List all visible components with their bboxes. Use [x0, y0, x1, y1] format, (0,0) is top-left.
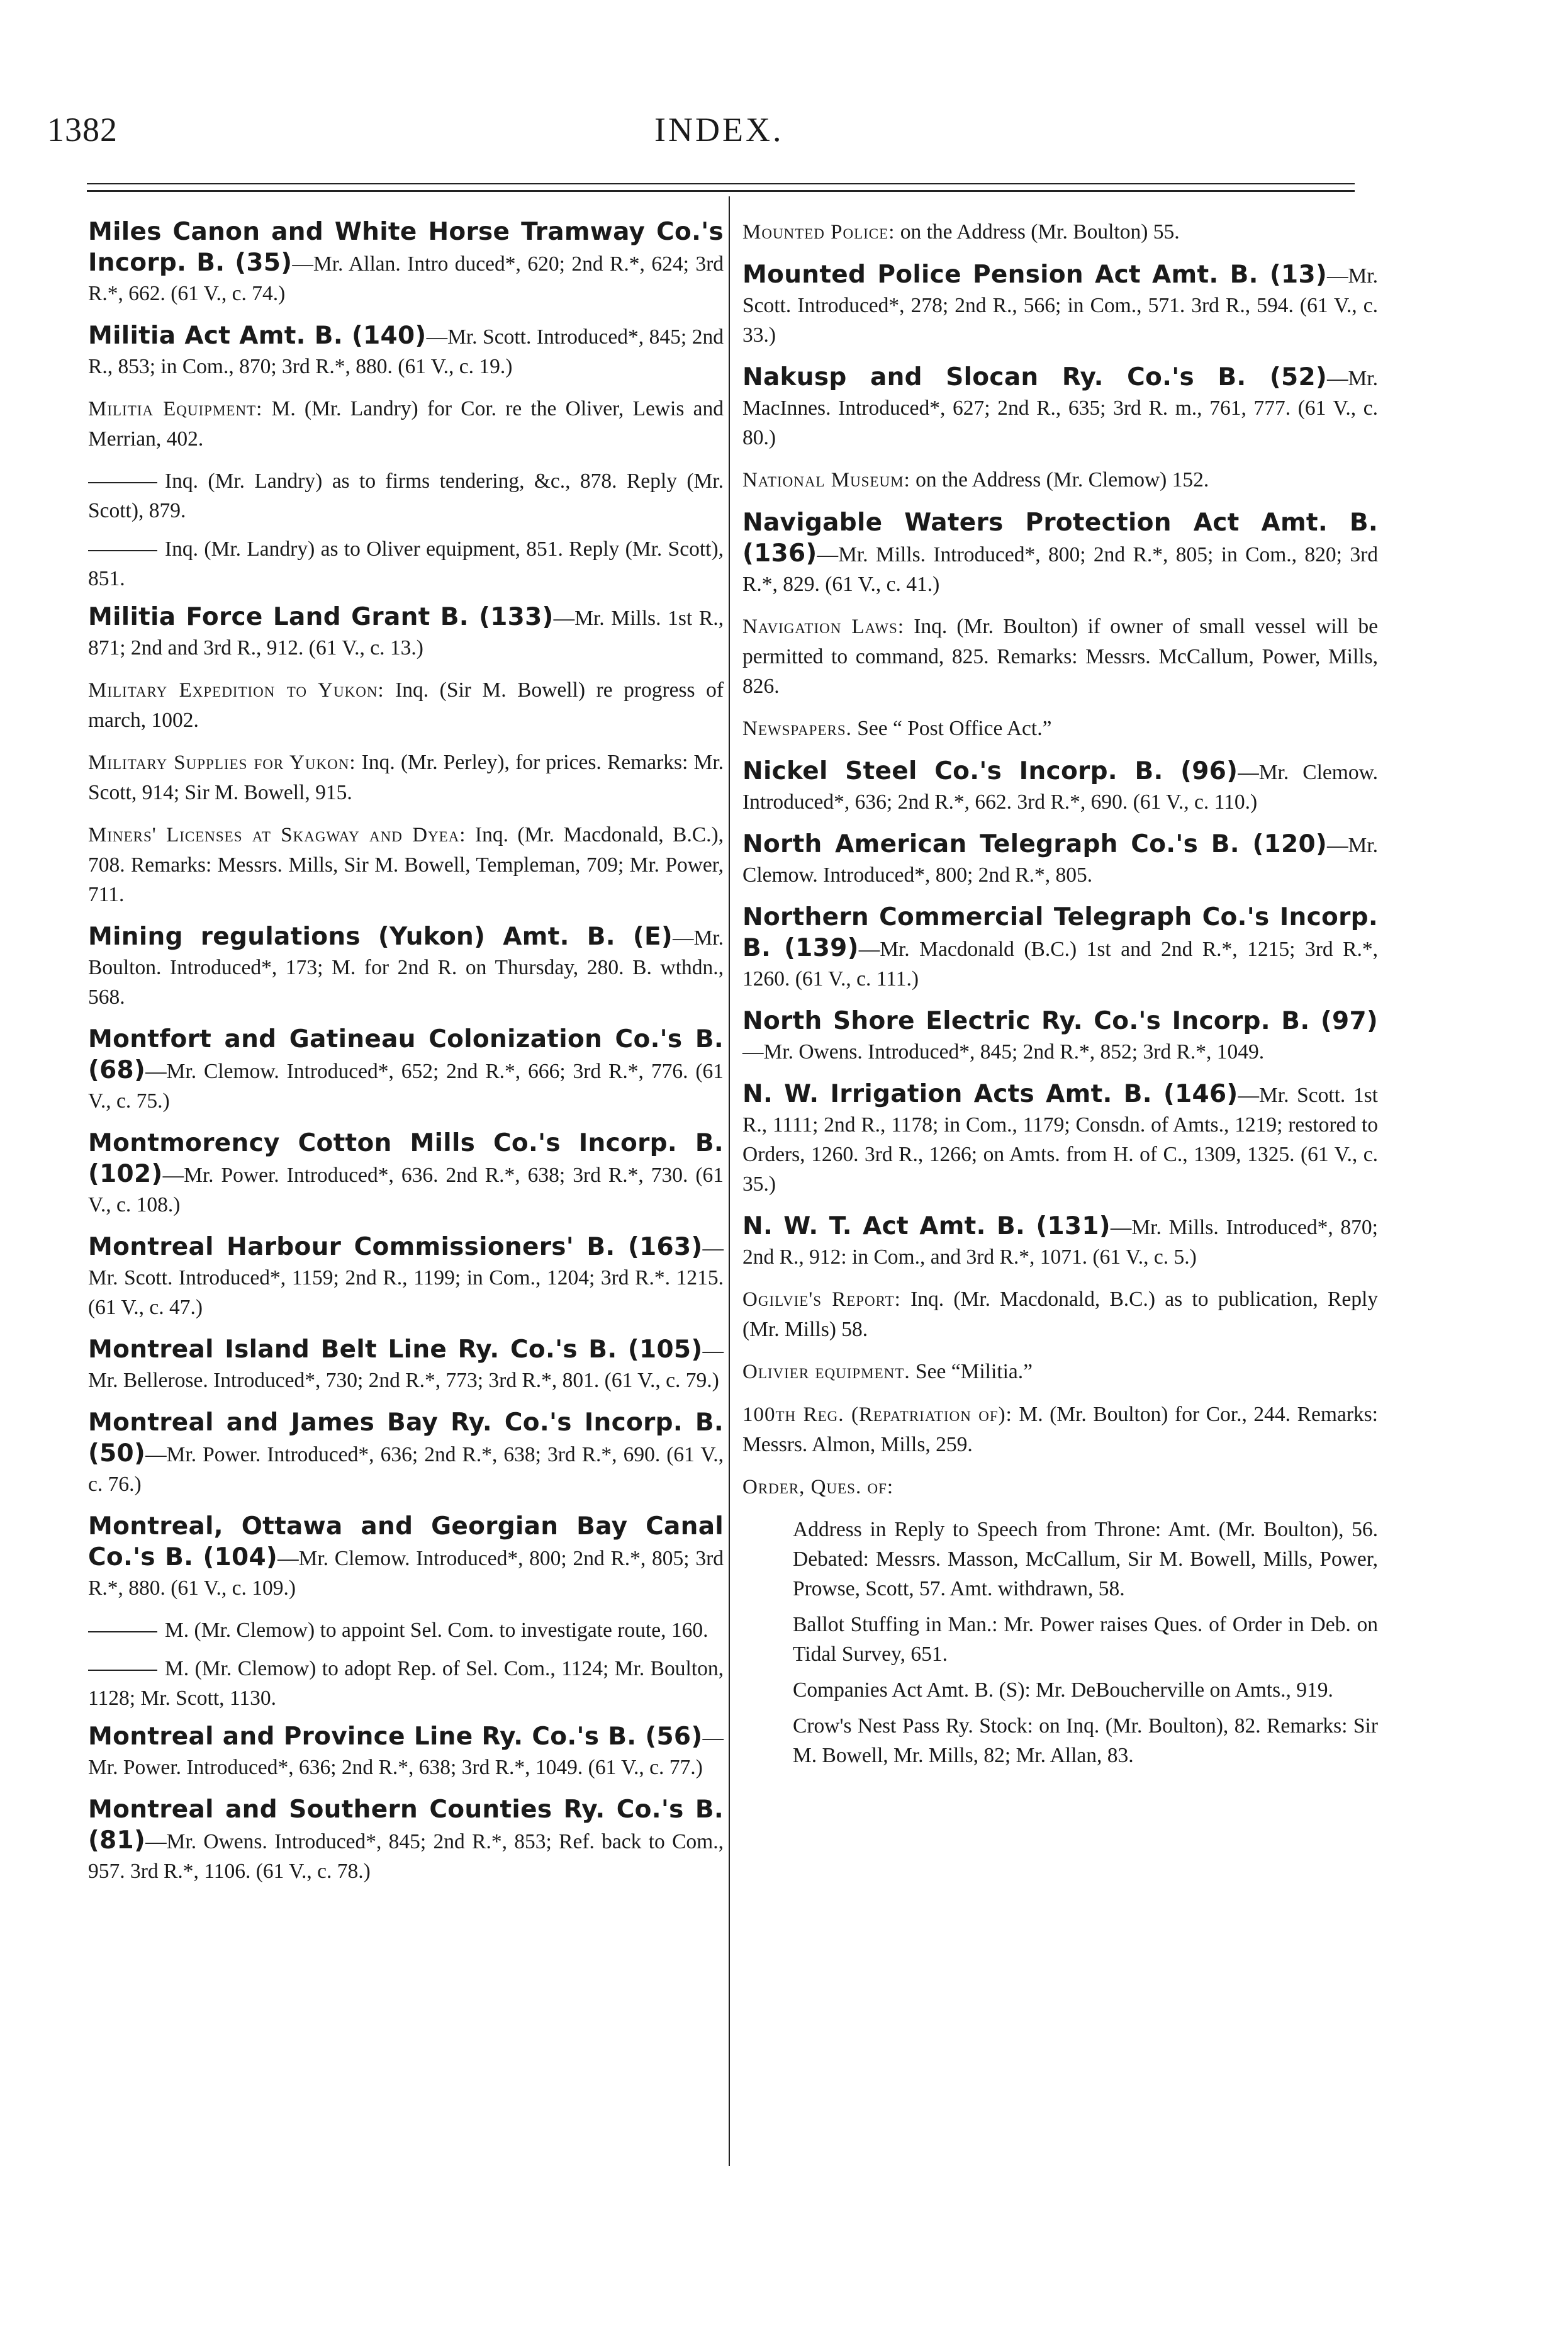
index-entry	[742, 217, 1378, 247]
page-header	[0, 110, 1568, 154]
index-entry	[742, 756, 1378, 817]
index-entry	[88, 748, 724, 807]
order-subentry: Companies Act Amt. B. (S): Mr. DeBoucherville on Amts., 919.	[793, 1678, 1333, 1702]
entry-body: —Mr. Mills. Introduced*, 800; 2nd R.*, 805; in Com., 820; 3rd R.*, 829. (61 V., c. 41.)	[742, 543, 1378, 596]
header-rule-double	[87, 190, 1355, 192]
index-entry	[88, 217, 724, 308]
index-entry	[742, 1284, 1378, 1344]
entry-heading: Nickel Steel Co.'s Incorp. B. (96)	[742, 757, 1238, 785]
entry-heading: Mining regulations (Yukon) Amt. B. (E)	[88, 923, 673, 951]
entry-body: —Mr. Power. Introduced*, 636. 2nd R.*, 638; 3rd R.*, 730. (61 V., c. 108.)	[88, 1164, 724, 1216]
entry-heading: Montreal Island Belt Line Ry. Co.'s B. (105)	[88, 1335, 703, 1364]
index-entry	[88, 1232, 724, 1322]
entry-topic: National Museum:	[742, 469, 910, 491]
entry-heading: Montreal and Southern Counties Ry. Co.'s B. (81)	[88, 1795, 724, 1855]
right-column	[742, 217, 1378, 1777]
entry-heading: Nakusp and Slocan Ry. Co.'s B. (52)	[742, 363, 1328, 391]
index-entry	[88, 1025, 724, 1116]
entry-heading: N. W. T. Act Amt. B. (131)	[742, 1212, 1111, 1240]
entry-body: Inq. (Mr. Perley), for prices. Remarks: Mr. Scott, 914; Sir M. Bowell, 915.	[88, 751, 724, 804]
entry-body: on the Address (Mr. Boulton) 55.	[895, 220, 1180, 244]
entry-heading: Miles Canon and White Horse Tramway Co.'s Incorp. B. (35)	[88, 218, 724, 277]
entry-heading: Montreal Harbour Commissioners' B. (163)	[88, 1233, 703, 1261]
entry-body: —Mr. Scott. Introduced*, 845; 2nd R., 853; in Com., 870; 3rd R.*, 880. (61 V., c. 19.)	[88, 325, 724, 378]
entry-topic: Olivier equipment.	[742, 1361, 910, 1383]
index-entry	[742, 1357, 1378, 1387]
header-rule	[87, 183, 1355, 184]
column-divider	[729, 196, 730, 2166]
index-entry	[742, 1006, 1378, 1067]
order-sub-list	[793, 1515, 1378, 1770]
index-entry	[88, 922, 724, 1012]
entry-body: —Mr. Owens. Introduced*, 845; 2nd R.*, 853; Ref. back to Com., 957. 3rd R.*, 1106. (61 V., c. 78.)	[88, 1830, 724, 1883]
index-entry	[88, 1335, 724, 1395]
subentry-text: Inq. (Mr. Landry) as to Oliver equipment, 851. Reply (Mr. Scott), 851.	[88, 537, 724, 590]
entry-body: —Mr. Clemow. Introduced*, 652; 2nd R.*, 666; 3rd R.*, 776. (61 V., c. 75.)	[88, 1060, 724, 1113]
index-subentry	[88, 466, 724, 525]
entry-body: —Mr. MacInnes. Introduced*, 627; 2nd R., 635; 3rd R. m., 761, 777. (61 V., c. 80.)	[742, 367, 1378, 449]
entry-body: —Mr. Boulton. Introduced*, 173; M. for 2nd R. on Thursday, 280. B. wthdn., 568.	[88, 926, 724, 1009]
entry-heading: Militia Force Land Grant B. (133)	[88, 603, 554, 631]
entry-body: —Mr. Power. Introduced*, 636; 2nd R.*, 638; 3rd R.*, 1049. (61 V., c. 77.)	[88, 1726, 724, 1779]
repeat-dash	[88, 1670, 157, 1671]
entry-topic: Military Expedition to Yukon:	[88, 679, 384, 702]
entry-topic: Order, Ques. of:	[742, 1476, 894, 1498]
entry-body: —Mr. Owens. Introduced*, 845; 2nd R.*, 852; 3rd R.*, 1049.	[742, 1040, 1265, 1064]
index-entry	[88, 321, 724, 381]
order-subentry: Crow's Nest Pass Ry. Stock: on Inq. (Mr. Boulton), 82. Remarks: Sir M. Bowell, Mr. Mills, 82; Mr. Allan, 83.	[793, 1714, 1378, 1767]
entry-heading: Montmorency Cotton Mills Co.'s Incorp. B. (102)	[88, 1129, 724, 1188]
entry-body: on the Address (Mr. Clemow) 152.	[910, 468, 1209, 491]
entry-heading: Montreal and Province Line Ry. Co.'s B. (56)	[88, 1722, 703, 1751]
index-entry	[88, 1795, 724, 1886]
entry-topic: Miners' Licenses at Skagway and Dyea:	[88, 824, 466, 846]
entry-body: See “ Post Office Act.”	[851, 717, 1052, 740]
running-title: INDEX.	[654, 111, 784, 149]
index-entry	[88, 820, 724, 909]
entry-heading: Militia Act Amt. B. (140)	[88, 322, 427, 350]
index-entry	[742, 1211, 1378, 1272]
entry-body: —Mr. Clemow. Introduced*, 636; 2nd R.*, 662. 3rd R.*, 690. (61 V., c. 110.)	[742, 761, 1378, 814]
entry-topic: Newspapers.	[742, 717, 852, 740]
entry-body: —Mr. Mills. Introduced*, 870; 2nd R., 912: in Com., and 3rd R.*, 1071. (61 V., c. 5.)	[742, 1216, 1378, 1269]
index-entry	[742, 829, 1378, 890]
entry-body: M. (Mr. Landry) for Cor. re the Oliver, Lewis and Merrian, 402.	[88, 397, 724, 451]
entry-body: See “Militia.”	[910, 1360, 1033, 1383]
left-column	[88, 217, 724, 1899]
repeat-dash	[88, 482, 157, 483]
subentry-text: Inq. (Mr. Landry) as to firms tendering, &c., 878. Reply (Mr. Scott), 879.	[88, 469, 724, 522]
index-entry	[88, 602, 724, 663]
index-entry	[88, 394, 724, 454]
index-entry	[742, 714, 1378, 744]
entry-body: Inq. (Sir M. Bowell) re progress of march, 1002.	[88, 678, 724, 732]
index-entry	[88, 1722, 724, 1782]
entry-topic: 100th Reg. (Repatriation of):	[742, 1403, 1012, 1426]
entry-body: —Mr. Scott. Introduced*, 278; 2nd R., 566; in Com., 571. 3rd R., 594. (61 V., c. 33.)	[742, 264, 1378, 347]
entry-heading: Mounted Police Pension Act Amt. B. (13)	[742, 261, 1328, 289]
subentry-text: M. (Mr. Clemow) to adopt Rep. of Sel. Com., 1124; Mr. Boulton, 1128; Mr. Scott, 1130.	[88, 1657, 724, 1710]
subentry-text: M. (Mr. Clemow) to appoint Sel. Com. to investigate route, 160.	[165, 1619, 708, 1642]
index-entry	[742, 362, 1378, 452]
order-subentry: Ballot Stuffing in Man.: Mr. Power raises Ques. of Order in Deb. on Tidal Survey, 651.	[793, 1613, 1378, 1666]
entry-body: —Mr. Bellerose. Introduced*, 730; 2nd R.*, 773; 3rd R.*, 801. (61 V., c. 79.)	[88, 1339, 724, 1392]
index-entry	[88, 1512, 724, 1603]
index-entry	[742, 902, 1378, 994]
order-subentry: Address in Reply to Speech from Throne: Amt. (Mr. Boulton), 56. Debated: Messrs. Masson, McCallum, Sir M. Bowell, Mills, Power, Prowse, Scott, 57. Amt. withdrawn, 58.	[793, 1518, 1378, 1600]
repeat-dash	[88, 1631, 157, 1632]
index-entry	[742, 260, 1378, 350]
entry-body: —Mr. Power. Introduced*, 636; 2nd R.*, 638; 3rd R.*, 690. (61 V., c. 76.)	[88, 1443, 724, 1496]
entry-heading: North American Telegraph Co.'s B. (120)	[742, 830, 1328, 858]
entry-body: —Mr. Scott. Introduced*, 1159; 2nd R., 1199; in Com., 1204; 3rd R.*. 1215. (61 V., c. 47.)	[88, 1237, 724, 1319]
entry-topic: Military Supplies for Yukon:	[88, 751, 356, 774]
repeat-dash	[88, 550, 157, 551]
entry-body: —Mr. Allan. Intro duced*, 620; 2nd R.*, 624; 3rd R.*, 662. (61 V., c. 74.)	[88, 252, 724, 305]
index-entry	[88, 1408, 724, 1499]
entry-topic: Mounted Police:	[742, 221, 895, 244]
entry-body: Inq. (Mr. Macdonald, B.C.) as to publication, Reply (Mr. Mills) 58.	[742, 1288, 1379, 1341]
index-subentry	[88, 1654, 724, 1713]
entry-body: Inq. (Mr. Boulton) if owner of small vessel will be permitted to command, 825. Remarks: Messrs. McCallum, Power, Mills, 826.	[742, 615, 1378, 698]
entry-heading: Northern Commercial Telegraph Co.'s Incorp. B. (139)	[742, 903, 1378, 962]
index-subentry	[88, 534, 724, 593]
entry-body: —Mr. Clemow. Introduced*, 800; 2nd R.*, 805.	[742, 834, 1378, 887]
entry-topic: Navigation Laws:	[742, 615, 905, 638]
index-entry	[88, 1128, 724, 1220]
entry-body: —Mr. Mills. 1st R., 871; 2nd and 3rd R., 912. (61 V., c. 13.)	[88, 607, 724, 660]
entry-heading: Montreal and James Bay Ry. Co.'s Incorp. B. (50)	[88, 1408, 724, 1468]
page-number: 1382	[47, 111, 118, 149]
entry-topic: Ogilvie's Report:	[742, 1288, 901, 1311]
index-entry	[742, 1472, 1378, 1502]
index-entry	[742, 1400, 1378, 1459]
index-entry	[742, 612, 1378, 701]
entry-body: Inq. (Mr. Macdonald, B.C.), 708. Remarks: Messrs. Mills, Sir M. Bowell, Templeman, 709; Mr. Power, 711.	[88, 823, 724, 906]
index-entry	[742, 465, 1378, 495]
index-entry	[88, 675, 724, 735]
entry-body: —Mr. Scott. 1st R., 1111; 2nd R., 1178; in Com., 1179; Consdn. of Amts., 1219; restored to Orders, 1260. 3rd R., 1266; on Amts. from H. of C., 1309, 1325. (61 V., c. 35.)	[742, 1084, 1378, 1196]
entry-heading: N. W. Irrigation Acts Amt. B. (146)	[742, 1080, 1238, 1108]
entry-body: —Mr. Clemow. Introduced*, 800; 2nd R.*, 805; 3rd R.*, 880. (61 V., c. 109.)	[88, 1547, 724, 1600]
entry-topic: Militia Equipment:	[88, 398, 263, 420]
entry-heading: Montfort and Gatineau Colonization Co.'s B. (68)	[88, 1025, 724, 1084]
entry-heading: North Shore Electric Ry. Co.'s Incorp. B. (97)	[742, 1007, 1378, 1035]
index-subentry	[88, 1615, 724, 1645]
index-entry	[742, 1079, 1378, 1199]
index-entry	[742, 508, 1378, 599]
entry-body: —Mr. Macdonald (B.C.) 1st and 2nd R.*, 1215; 3rd R.*, 1260. (61 V., c. 111.)	[742, 938, 1378, 991]
entry-heading: Montreal, Ottawa and Georgian Bay Canal Co.'s B. (104)	[88, 1512, 724, 1571]
entry-body: M. (Mr. Boulton) for Cor., 244. Remarks: Messrs. Almon, Mills, 259.	[742, 1403, 1378, 1456]
entry-heading: Navigable Waters Protection Act Amt. B. (136)	[742, 508, 1378, 568]
